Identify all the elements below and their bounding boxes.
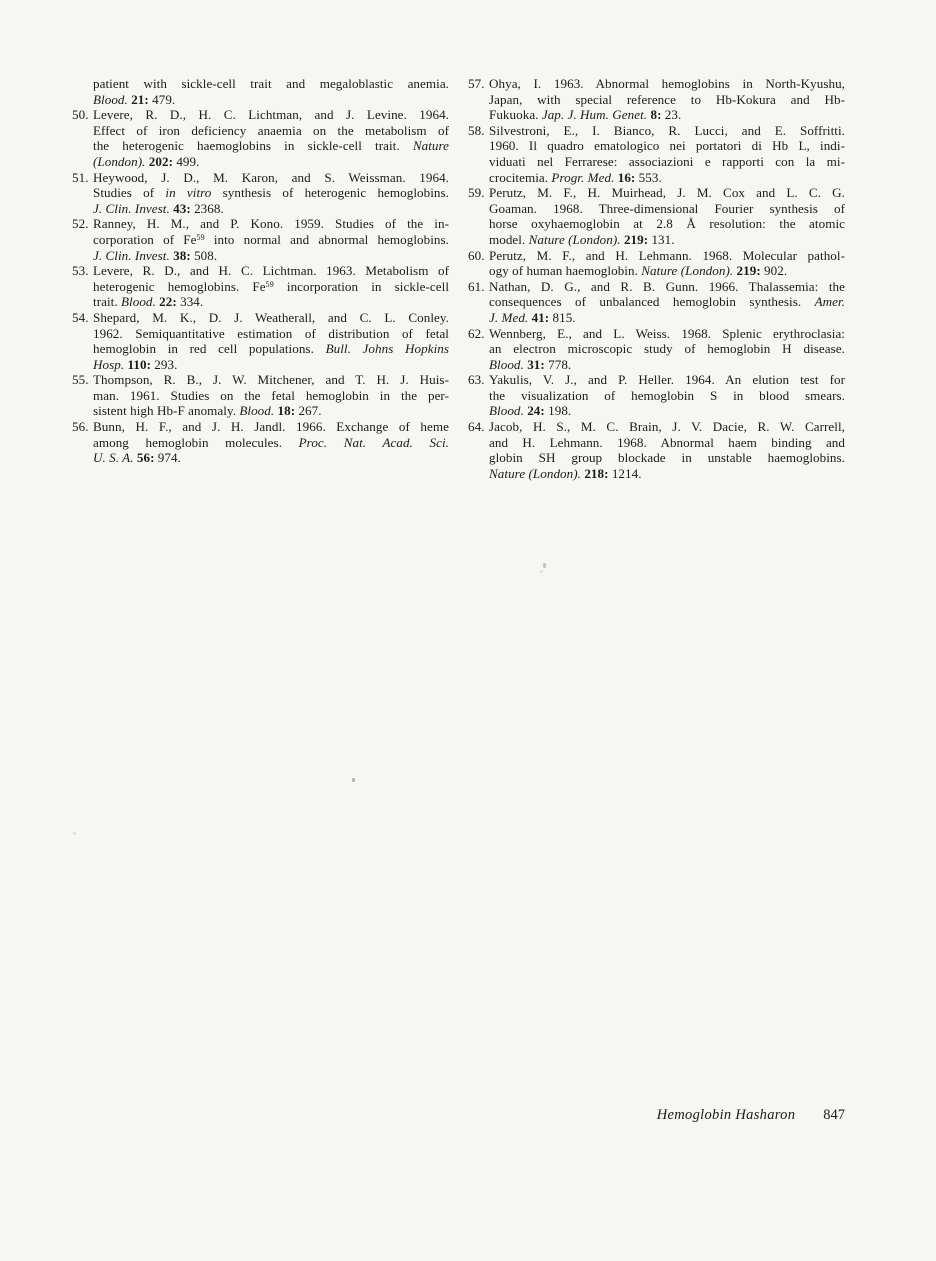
reference-text-segment: Nature (London). <box>489 465 581 481</box>
reference-text-segment: 202: <box>148 153 173 169</box>
reference-number: 51. <box>72 169 89 185</box>
reference-item <box>72 310 449 372</box>
reference-text-segment: sistent high Hb-F anomaly. <box>93 403 240 419</box>
reference-line <box>93 326 449 342</box>
reference-line <box>93 388 449 404</box>
reference-text-segment: horse oxyhaemoglobin at 2.8 Å resolution: the atomic <box>489 216 845 232</box>
reference-line <box>489 372 845 388</box>
reference-line <box>489 154 845 170</box>
reference-text-segment: 1214. <box>608 465 642 481</box>
reference-text-segment: in vitro <box>165 185 212 201</box>
reference-item <box>468 76 845 123</box>
reference-line <box>93 107 449 123</box>
reference-text-segment: J. Clin. Invest. <box>93 200 170 216</box>
reference-text-segment: J. Med. <box>489 309 529 325</box>
reference-text-segment: 2368. <box>190 200 224 216</box>
running-head: Hemoglobin Hasharon <box>656 1107 796 1123</box>
reference-text-segment: 218: <box>584 465 609 481</box>
reference-line <box>93 341 449 357</box>
reference-line <box>489 403 845 419</box>
reference-text-segment: crocitemia. <box>489 169 552 185</box>
reference-text-segment: 24: <box>527 403 545 419</box>
reference-text-segment: Blood. <box>120 294 156 310</box>
reference-item <box>72 107 449 169</box>
reference-text-segment: 267. <box>295 403 322 419</box>
reference-text-segment: Perutz, M. F., H. Muirhead, J. M. Cox and L. C. G. <box>489 185 845 201</box>
reference-text-segment: 902. <box>760 263 788 279</box>
reference-number: 56. <box>72 419 89 435</box>
reference-text-segment: 31: <box>527 356 545 372</box>
reference-line <box>93 201 449 217</box>
reference-line <box>93 357 449 373</box>
reference-item <box>72 76 449 107</box>
reference-number: 60. <box>468 247 485 263</box>
reference-text-segment: Fukuoka. <box>489 107 542 123</box>
reference-item <box>72 263 449 310</box>
reference-text-segment: 219: <box>736 263 761 279</box>
reference-line <box>93 403 449 419</box>
reference-text-segment: the heterogenic haemoglobins in sickle-cell trait. <box>93 138 413 154</box>
references-column-right <box>468 76 845 481</box>
reference-item <box>468 185 845 247</box>
reference-line <box>489 201 845 217</box>
reference-text-segment: 59 <box>196 232 205 242</box>
reference-text-segment: heterogenic hemoglobins. Fe <box>93 278 266 294</box>
reference-item <box>468 372 845 419</box>
reference-text-segment: patient with sickle-cell trait and megaloblastic anemia. <box>93 76 449 91</box>
reference-line <box>489 248 845 264</box>
reference-text-segment: Jacob, H. S., M. C. Brain, J. V. Dacie, R. W. Carrell, <box>489 419 845 435</box>
reference-line <box>489 341 845 357</box>
reference-line <box>489 263 845 279</box>
reference-text-segment: Bunn, H. F., and J. H. Jandl. 1966. Exchange of heme <box>93 419 449 435</box>
reference-number: 59. <box>468 185 485 201</box>
reference-line <box>93 310 449 326</box>
reference-text-segment: trait. <box>93 294 121 310</box>
reference-text-segment: Blood. <box>239 403 275 419</box>
reference-text-segment: 479. <box>148 91 176 107</box>
reference-line <box>489 357 845 373</box>
reference-text-segment: Heywood, J. D., M. Karon, and S. Weissman. 1964. <box>93 169 449 185</box>
reference-number: 50. <box>72 107 89 123</box>
reference-text-segment: 41: <box>531 309 550 325</box>
reference-text-segment: Shepard, M. K., D. J. Weatherall, and C. L. Conley. <box>93 309 449 325</box>
reference-text-segment: 293. <box>150 356 178 372</box>
reference-line <box>489 388 845 404</box>
reference-line <box>489 435 845 451</box>
reference-number: 58. <box>468 122 485 138</box>
reference-line <box>489 310 845 326</box>
reference-text-segment: Nature (London). <box>528 231 621 247</box>
reference-text-segment: 18: <box>277 403 296 419</box>
reference-text-segment: synthesis of heterogenic hemoglobins. <box>211 185 449 201</box>
reference-item <box>468 326 845 373</box>
reference-text-segment: 38: <box>173 247 191 263</box>
reference-text-segment: Ranney, H. M., and P. Kono. 1959. Studies of the in- <box>93 216 449 232</box>
reference-text-segment: model. <box>489 231 529 247</box>
reference-text-segment: 43: <box>173 200 191 216</box>
reference-line <box>489 232 845 248</box>
reference-line <box>489 326 845 342</box>
reference-text-segment: Wennberg, E., and L. Weiss. 1968. Splenic erythroclasia: <box>489 325 845 341</box>
reference-line <box>93 248 449 264</box>
reference-item <box>72 170 449 217</box>
reference-line <box>489 138 845 154</box>
reference-line <box>489 107 845 123</box>
reference-line <box>489 76 845 92</box>
reference-number: 64. <box>468 419 485 435</box>
reference-text-segment: 219: <box>623 231 649 247</box>
reference-line <box>93 450 449 466</box>
reference-text-segment: Progr. Med. <box>551 169 615 185</box>
reference-text-segment: Japan, with special reference to Hb-Kokura and Hb- <box>489 91 845 107</box>
reference-text-segment: Blood. <box>93 91 128 107</box>
reference-text-segment: 56: <box>136 450 155 466</box>
reference-text-segment: Yakulis, V. J., and P. Heller. 1964. An elution test for <box>489 372 845 388</box>
reference-line <box>489 419 845 435</box>
reference-item <box>468 248 845 279</box>
reference-text-segment: Silvestroni, E., I. Bianco, R. Lucci, and E. Soffritti. <box>489 122 845 138</box>
reference-text-segment: 198. <box>544 403 572 419</box>
reference-text-segment: Thompson, R. B., J. W. Mitchener, and T. H. J. Huis- <box>93 372 449 388</box>
reference-text-segment: 16: <box>617 169 636 185</box>
reference-text-segment: Goaman. 1968. Three-dimensional Fourier synthesis of <box>489 200 845 216</box>
reference-text-segment: J. Clin. Invest. <box>93 247 170 263</box>
reference-number: 61. <box>468 278 485 294</box>
reference-text-segment: 23. <box>661 107 682 123</box>
reference-text-segment: ogy of human haemoglobin. <box>489 263 642 279</box>
reference-line <box>93 216 449 232</box>
reference-line <box>489 123 845 139</box>
reference-number: 52. <box>72 216 89 232</box>
reference-text-segment: Perutz, M. F., and H. Lehmann. 1968. Molecular pathol- <box>489 247 845 263</box>
reference-text-segment: globin SH group blockade in unstable haemoglobins. <box>489 450 845 466</box>
reference-text-segment: Levere, R. D., and H. C. Lichtman. 1963. Metabolism of <box>93 263 449 279</box>
reference-text-segment: 499. <box>173 153 200 169</box>
reference-line <box>489 466 845 482</box>
reference-text-segment: incorporation in sickle-cell <box>273 278 450 294</box>
reference-text-segment: 334. <box>176 294 204 310</box>
reference-text-segment: 21: <box>131 91 149 107</box>
reference-text-segment: Levere, R. D., H. C. Lichtman, and J. Levine. 1964. <box>93 107 449 123</box>
reference-line <box>489 185 845 201</box>
reference-text-segment: Nature <box>412 138 449 154</box>
scan-speck <box>540 570 543 573</box>
reference-line <box>93 232 449 248</box>
reference-number: 63. <box>468 372 485 388</box>
reference-line <box>93 154 449 170</box>
reference-item <box>468 419 845 481</box>
reference-text-segment: Jap. J. Hum. Genet. <box>541 107 648 123</box>
reference-text-segment: the visualization of hemoglobin S in blood smears. <box>489 387 845 403</box>
reference-number: 53. <box>72 263 89 279</box>
reference-text-segment: Nature (London). <box>641 263 734 279</box>
reference-line <box>489 279 845 295</box>
reference-line <box>489 216 845 232</box>
reference-text-segment: Bull. Johns Hopkins <box>325 341 450 357</box>
reference-text-segment: 974. <box>154 450 181 466</box>
reference-number: 57. <box>468 76 485 91</box>
reference-line <box>93 123 449 139</box>
reference-item <box>72 372 449 419</box>
reference-number: 54. <box>72 309 89 325</box>
reference-text-segment: (London). <box>93 153 146 169</box>
reference-text-segment: Effect of iron deficiency anaemia on the metabolism of <box>93 122 449 138</box>
reference-line <box>489 294 845 310</box>
reference-text-segment: Ohya, I. 1963. Abnormal hemoglobins in North-Kyushu, <box>489 76 845 91</box>
reference-text-segment: and H. Lehmann. 1968. Abnormal haem binding and <box>489 434 845 450</box>
scan-speck <box>352 778 355 782</box>
reference-text-segment: 59 <box>265 279 274 289</box>
reference-text-segment: consequences of unbalanced hemoglobin synthesis. <box>489 294 815 310</box>
reference-line <box>93 170 449 186</box>
reference-text-segment: Hosp. <box>93 356 125 372</box>
reference-item <box>468 123 845 185</box>
reference-text-segment: Blood. <box>489 356 524 372</box>
reference-text-segment: 1962. Semiquantitative estimation of distribution of fetal <box>93 325 449 341</box>
reference-text-segment: 815. <box>549 309 576 325</box>
reference-text-segment: 778. <box>544 356 572 372</box>
reference-item <box>468 279 845 326</box>
reference-line <box>93 92 449 108</box>
reference-line <box>93 185 449 201</box>
reference-line <box>93 372 449 388</box>
scan-speck <box>543 563 546 568</box>
reference-text-segment: 22: <box>159 294 177 310</box>
reference-line <box>489 92 845 108</box>
reference-item <box>72 216 449 263</box>
reference-text-segment: Proc. Nat. Acad. Sci. <box>298 434 449 450</box>
page-footer <box>657 1107 845 1124</box>
reference-line <box>489 170 845 186</box>
reference-line <box>93 435 449 451</box>
reference-text-segment: Blood. <box>489 403 524 419</box>
reference-line <box>489 450 845 466</box>
scan-speck <box>73 832 76 835</box>
reference-text-segment: 110: <box>127 356 151 372</box>
reference-text-segment: hemoglobin in red cell populations. <box>93 341 326 357</box>
reference-text-segment: among hemoglobin molecules. <box>93 434 299 450</box>
reference-line <box>93 279 449 295</box>
page-number: 847 <box>823 1107 845 1123</box>
reference-text-segment: 8: <box>650 107 662 123</box>
reference-number: 55. <box>72 372 89 388</box>
reference-text-segment: Amer. <box>814 294 845 310</box>
reference-text-segment: Nathan, D. G., and R. B. Gunn. 1966. Thalassemia: the <box>489 278 845 294</box>
reference-text-segment: into normal and abnormal hemoglobins. <box>204 231 449 247</box>
reference-text-segment: corporation of Fe <box>93 231 197 247</box>
reference-text-segment: 1960. Il quadro ematologico nei portatori di Hb L, indi- <box>489 138 845 154</box>
reference-line <box>93 76 449 92</box>
reference-text-segment: U. S. A. <box>93 450 134 466</box>
reference-text-segment: viduati nel Ferrarese: associazioni e rapporti con la mi- <box>489 153 845 169</box>
reference-text-segment: 553. <box>635 169 662 185</box>
reference-item <box>72 419 449 466</box>
reference-line <box>93 419 449 435</box>
reference-text-segment: Studies of <box>93 185 166 201</box>
reference-text-segment: man. 1961. Studies on the fetal hemoglobin in the per- <box>93 387 449 403</box>
reference-text-segment: 131. <box>648 231 675 247</box>
reference-line <box>93 294 449 310</box>
reference-text-segment: an electron microscopic study of hemoglobin H disease. <box>489 341 845 357</box>
reference-line <box>93 263 449 279</box>
references-column-left <box>72 76 449 481</box>
reference-number: 62. <box>468 325 485 341</box>
reference-text-segment: 508. <box>190 247 218 263</box>
references-columns <box>72 76 845 481</box>
reference-line <box>93 138 449 154</box>
